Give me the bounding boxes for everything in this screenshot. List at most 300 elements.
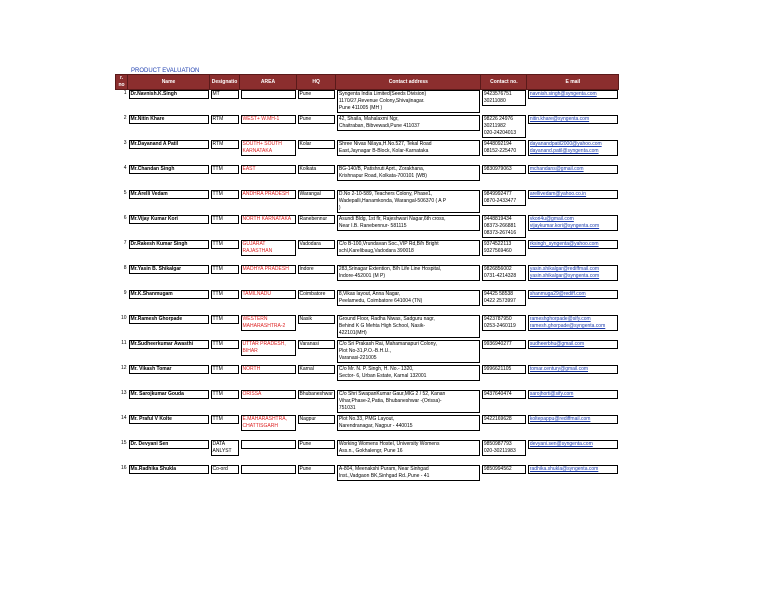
row-number-cell bbox=[116, 115, 128, 140]
hq-label: Indore bbox=[298, 265, 335, 274]
contact-cell bbox=[481, 90, 527, 116]
row-number-cell bbox=[116, 190, 128, 215]
person-name: Mr.Dayanand A Patil bbox=[129, 140, 209, 149]
designation: DATA ANLYST bbox=[211, 440, 239, 456]
address-cell bbox=[336, 265, 481, 290]
row-number-cell bbox=[116, 365, 128, 390]
row-number: 11 bbox=[121, 340, 127, 346]
address-line: Peelamedu, Coimbatore 641004 (TN) bbox=[338, 298, 423, 304]
address-line: Shree Nivas Nilaya,H.No.527, Tekal Road bbox=[338, 141, 432, 147]
designation: RTM bbox=[211, 140, 239, 149]
row-number-cell bbox=[116, 140, 128, 165]
contact-cell bbox=[481, 390, 527, 415]
address-line: Chaitraban, Bibvewadi,Pune 411037 bbox=[338, 123, 420, 129]
address-line: Sector- 6, Urban Estate, Karnal 132001 bbox=[338, 373, 427, 379]
hq-label: Kolkata bbox=[298, 165, 335, 174]
phone-number: 9850994562 bbox=[483, 466, 512, 472]
email-cell bbox=[527, 115, 619, 140]
contact-cell bbox=[481, 265, 527, 290]
email-cell bbox=[527, 390, 619, 415]
address-line: schl,Karelibaug,Vadodara 390018 bbox=[338, 248, 414, 254]
email-link[interactable]: devyani.sen@syngenta.com bbox=[529, 441, 593, 447]
hq-label: Warangal bbox=[298, 190, 335, 199]
row-number-cell bbox=[116, 465, 128, 490]
area-label: WEST+ W.MH-1 bbox=[241, 115, 296, 124]
row-number-cell bbox=[116, 240, 128, 265]
hq-label: Karnal bbox=[298, 365, 335, 374]
area-label: MADHYA PRADESH bbox=[241, 265, 296, 274]
designation-cell bbox=[210, 465, 240, 490]
phone-number: 08373-266881 bbox=[483, 223, 517, 229]
area-cell bbox=[240, 215, 297, 240]
contact-cell bbox=[481, 440, 527, 465]
area-label: ORISSA bbox=[241, 390, 296, 399]
email-cell bbox=[527, 290, 619, 315]
header-row bbox=[116, 75, 619, 90]
name-cell bbox=[128, 115, 210, 140]
hq-label: Pune bbox=[298, 115, 335, 124]
address-line: C/o B-100,Vrundavan Soc.,VIP Rd,B/h Bright bbox=[338, 241, 439, 247]
email-cell bbox=[527, 215, 619, 240]
email-cell bbox=[527, 315, 619, 340]
row-number: 9 bbox=[123, 290, 127, 296]
address-cell bbox=[336, 440, 481, 465]
email-cell bbox=[527, 165, 619, 190]
address-line: Vihar,Phase-2,Patia, Bhubaneshwar -(Orissa)- bbox=[338, 398, 442, 404]
table-row bbox=[116, 315, 619, 340]
row-number: 8 bbox=[123, 265, 127, 271]
email-cell bbox=[527, 465, 619, 490]
address-line: Narendranagar, Nagpur - 440015 bbox=[338, 423, 413, 429]
designation-cell bbox=[210, 215, 240, 240]
area-cell bbox=[240, 290, 297, 315]
address-line: 42, Shaila, Mahalaxmi Ngr, bbox=[338, 116, 399, 122]
area-cell bbox=[240, 340, 297, 365]
person-name: Mr.K.Shanmugam bbox=[129, 290, 209, 299]
person-name: Ms.Radhika Shukla bbox=[129, 465, 209, 474]
hq-cell bbox=[297, 390, 336, 415]
email-cell bbox=[527, 240, 619, 265]
address-line: Krishnapur Road, Kolkata-700101 (WB) bbox=[338, 173, 427, 179]
table-row bbox=[116, 90, 619, 116]
designation: TTM bbox=[211, 340, 239, 349]
designation-cell bbox=[210, 340, 240, 365]
area-cell bbox=[240, 365, 297, 390]
address-cell bbox=[336, 340, 481, 365]
hq-label: Ranebennur bbox=[298, 215, 335, 224]
designation: TTM bbox=[211, 365, 239, 374]
email-cell bbox=[527, 415, 619, 440]
table-row bbox=[116, 365, 619, 390]
email-link[interactable]: sudheerbhu@gmail.com bbox=[529, 341, 585, 347]
row-number: 6 bbox=[123, 215, 127, 221]
person-name: Mr.Sudheerkumar Awasthi bbox=[129, 340, 209, 349]
col-header-email: E mail bbox=[527, 75, 619, 90]
row-number: 2 bbox=[123, 115, 127, 121]
area-cell bbox=[240, 140, 297, 165]
row-number-cell bbox=[116, 165, 128, 190]
area-label: E.MAHARASHTRA, CHATTISGARH bbox=[241, 415, 296, 431]
row-number: 7 bbox=[123, 240, 127, 246]
designation-cell bbox=[210, 365, 240, 390]
contacts-table bbox=[115, 74, 619, 490]
address-cell bbox=[336, 215, 481, 240]
address-line: Inst.,Vadgaon BK,Sinhgad Rd.,Pune - 41 bbox=[338, 473, 430, 479]
contact-cell bbox=[481, 215, 527, 240]
row-number-cell bbox=[116, 215, 128, 240]
email-cell bbox=[527, 340, 619, 365]
phone-number: 020-30211983 bbox=[483, 448, 516, 454]
row-number: 3 bbox=[123, 140, 127, 146]
phone-number: 9437640474 bbox=[483, 391, 512, 397]
row-number: 14 bbox=[120, 415, 127, 421]
designation-cell bbox=[210, 290, 240, 315]
hq-cell bbox=[297, 90, 336, 116]
phone-number: 9850987793 bbox=[483, 441, 512, 447]
address-line: C/o Sri Prakash Rai, Mahamanapuri Colony, bbox=[338, 341, 437, 347]
row-number-cell bbox=[116, 290, 128, 315]
name-cell bbox=[128, 90, 210, 116]
designation: TTM bbox=[211, 265, 239, 274]
designation-cell bbox=[210, 415, 240, 440]
phone-number: 9422169628 bbox=[483, 416, 512, 422]
hq-label: Pune bbox=[298, 465, 335, 474]
designation-cell bbox=[210, 265, 240, 290]
designation: RTM bbox=[211, 115, 239, 124]
row-number: 15 bbox=[120, 440, 127, 446]
name-cell bbox=[128, 315, 210, 340]
hq-cell bbox=[297, 140, 336, 165]
address-line: Asundi Bldg, 1st flr, Rajeshwari Nagar,6th cross, bbox=[338, 216, 446, 222]
area-label: NORTH KARNATAKA bbox=[241, 215, 296, 224]
name-cell bbox=[128, 290, 210, 315]
table-row bbox=[116, 465, 619, 490]
row-number-cell bbox=[116, 390, 128, 415]
row-number: 16 bbox=[120, 465, 127, 471]
contact-cell bbox=[481, 140, 527, 165]
designation-cell bbox=[210, 390, 240, 415]
address-cell bbox=[336, 190, 481, 215]
area-label: UTTAR PRADESH, BIHAR bbox=[241, 340, 296, 356]
designation: TTM bbox=[211, 290, 239, 299]
address-cell bbox=[336, 165, 481, 190]
email-link[interactable]: dayanandpatil2000@yahoo.com bbox=[529, 141, 602, 147]
person-name: Mr.Chandan Singh bbox=[129, 165, 209, 174]
email-link[interactable]: sarojhorti@sify.com bbox=[529, 391, 574, 397]
hq-cell bbox=[297, 290, 336, 315]
address-line: East,Jaynagar B-Block, Kolar-Karnataka bbox=[338, 148, 429, 154]
table-row bbox=[116, 390, 619, 415]
address-line: Behind K G Mehta High School, Nasik- bbox=[338, 323, 426, 329]
hq-cell bbox=[297, 315, 336, 340]
person-name: Dr.Rakesh Kumar Singh bbox=[129, 240, 209, 249]
designation-cell bbox=[210, 315, 240, 340]
area-cell bbox=[240, 90, 297, 116]
address-line: ) bbox=[338, 205, 341, 211]
hq-label: Nagpur bbox=[298, 415, 335, 424]
table-row bbox=[116, 440, 619, 465]
area-label: NORTH bbox=[241, 365, 296, 374]
designation: TTM bbox=[211, 190, 239, 199]
table-row bbox=[116, 240, 619, 265]
designation-cell bbox=[210, 440, 240, 465]
area-cell bbox=[240, 240, 297, 265]
area-cell bbox=[240, 415, 297, 440]
address-line: 751031 bbox=[338, 405, 356, 411]
address-line: 422101(MH) bbox=[338, 330, 367, 336]
hq-label: Pune bbox=[298, 90, 335, 99]
address-line: C/o Mr. N. P. Singh, H. No.- 1320, bbox=[338, 366, 414, 372]
phone-number: 08152-225470 bbox=[483, 148, 517, 154]
designation-cell bbox=[210, 115, 240, 140]
phone-number: 9374522113 bbox=[483, 241, 512, 247]
phone-number: 08373-267416 bbox=[483, 230, 517, 236]
col-header-designation: Designatio bbox=[210, 75, 240, 90]
area-label: GUJARAT RAJASTHAN bbox=[241, 240, 296, 256]
address-line: 1170/27,Revenue Colony,Shivajinagar. bbox=[338, 98, 425, 104]
email-cell bbox=[527, 190, 619, 215]
name-cell bbox=[128, 415, 210, 440]
person-name: Mr.Yasin B. Shikalgar bbox=[129, 265, 209, 274]
designation: TTM bbox=[211, 415, 239, 424]
address-line: 8,Vikas layout, Anna Nagar, bbox=[338, 291, 401, 297]
area-label: WESTERN MAHARASHTRA-2 bbox=[241, 315, 296, 331]
address-line: 283,Srinagar Extention, B/h Life Line Hospital, bbox=[338, 266, 442, 272]
contact-cell bbox=[481, 165, 527, 190]
phone-number: 94425 58538 bbox=[483, 291, 514, 297]
table-row bbox=[116, 215, 619, 240]
area-label: TAMILNADU bbox=[241, 290, 296, 299]
address-cell bbox=[336, 240, 481, 265]
phone-number: 020-24204013 bbox=[483, 130, 517, 136]
row-number: 13 bbox=[120, 390, 127, 396]
name-cell bbox=[128, 140, 210, 165]
area-label: ANDHRA PRADESH bbox=[241, 190, 296, 199]
phone-number: 0253-2460119 bbox=[483, 323, 516, 329]
name-cell bbox=[128, 240, 210, 265]
email-link[interactable]: dayanand.patil@syngenta.com bbox=[529, 148, 599, 154]
row-number-cell bbox=[116, 415, 128, 440]
person-name: Mr.Ramesh Ghorpade bbox=[129, 315, 209, 324]
hq-cell bbox=[297, 265, 336, 290]
row-number-cell bbox=[116, 90, 128, 116]
email-link[interactable]: ramesh.ghorpade@syngenta.com bbox=[529, 323, 606, 329]
table-row bbox=[116, 165, 619, 190]
phone-number: 9996621105 bbox=[483, 366, 512, 372]
col-header-hq: HQ bbox=[297, 75, 336, 90]
person-name: Dr.Navnish.K.Singh bbox=[129, 90, 209, 99]
person-name: Mr. Vikash Tomar bbox=[129, 365, 209, 374]
designation: TTM bbox=[211, 165, 239, 174]
email-link[interactable]: radhika.shukla@syngenta.com bbox=[529, 466, 599, 472]
area-cell bbox=[240, 265, 297, 290]
phone-number: 9826856002 bbox=[483, 266, 512, 272]
name-cell bbox=[128, 165, 210, 190]
designation: TTM bbox=[211, 315, 239, 324]
contact-cell bbox=[481, 365, 527, 390]
phone-number: 0422 2573997 bbox=[483, 298, 516, 304]
address-line: D.No 2-10-589, Teachers Colony, Phase1, bbox=[338, 191, 433, 197]
col-header-name: Name bbox=[128, 75, 210, 90]
area-label bbox=[241, 90, 296, 99]
hq-cell bbox=[297, 215, 336, 240]
name-cell bbox=[128, 265, 210, 290]
email-cell bbox=[527, 90, 619, 116]
person-name: Mr.Vijay Kumar Kori bbox=[129, 215, 209, 224]
address-line: Varanasi-221005 bbox=[338, 355, 377, 361]
hq-label: Kolar bbox=[298, 140, 335, 149]
phone-number: 9448819434 bbox=[483, 216, 512, 222]
hq-cell bbox=[297, 115, 336, 140]
address-cell bbox=[336, 465, 481, 490]
table-row bbox=[116, 140, 619, 165]
col-header-no: r. no bbox=[116, 75, 128, 90]
hq-cell bbox=[297, 415, 336, 440]
hq-label: Pune bbox=[298, 440, 335, 449]
area-cell bbox=[240, 390, 297, 415]
address-cell bbox=[336, 115, 481, 140]
contact-cell bbox=[481, 465, 527, 490]
email-link[interactable]: rameshghorpade@sify.com bbox=[529, 316, 591, 322]
area-cell bbox=[240, 190, 297, 215]
row-number: 1 bbox=[123, 90, 127, 96]
address-cell bbox=[336, 140, 481, 165]
email-link[interactable]: vkori4u@gmail.com bbox=[529, 216, 574, 222]
designation: TTM bbox=[211, 240, 239, 249]
address-line: C/o Shri SwapanKumar Gaur,MIG 2 / 52, Kanan bbox=[338, 391, 446, 397]
table-row bbox=[116, 265, 619, 290]
name-cell bbox=[128, 365, 210, 390]
address-cell bbox=[336, 390, 481, 415]
email-cell bbox=[527, 365, 619, 390]
row-number: 4 bbox=[123, 165, 127, 171]
address-line: Plot No.33, PMG Layout, bbox=[338, 416, 395, 422]
name-cell bbox=[128, 340, 210, 365]
name-cell bbox=[128, 440, 210, 465]
phone-number: 30211982 bbox=[483, 123, 506, 129]
contact-cell bbox=[481, 315, 527, 340]
hq-label: Vadodara bbox=[298, 240, 335, 249]
hq-cell bbox=[297, 240, 336, 265]
name-cell bbox=[128, 190, 210, 215]
designation-cell bbox=[210, 90, 240, 116]
hq-cell bbox=[297, 440, 336, 465]
phone-number: 30211080 bbox=[483, 98, 506, 104]
address-line: Working Womens Hostel, University Womens bbox=[338, 441, 440, 447]
contact-cell bbox=[481, 415, 527, 440]
address-cell bbox=[336, 415, 481, 440]
address-cell bbox=[336, 90, 481, 116]
phone-number: 98226 24976 bbox=[483, 116, 514, 122]
address-line: BG-140/B, Patishruti Aprt., Zorakhana, bbox=[338, 166, 425, 172]
area-cell bbox=[240, 165, 297, 190]
area-label: EAST bbox=[241, 165, 296, 174]
email-link[interactable]: vijaykumar.kori@syngenta.com bbox=[529, 223, 600, 229]
contact-cell bbox=[481, 290, 527, 315]
hq-cell bbox=[297, 365, 336, 390]
col-header-area: AREA bbox=[240, 75, 297, 90]
area-cell bbox=[240, 315, 297, 340]
row-number-cell bbox=[116, 440, 128, 465]
phone-number: 9423787950 bbox=[483, 316, 512, 322]
address-line: Wadepalli,Hanamkonda, Warangal-506370 ( A P bbox=[338, 198, 447, 204]
person-name: Mr. Praful V Kolte bbox=[129, 415, 209, 424]
phone-number: 9423576751 bbox=[483, 91, 512, 97]
email-link[interactable]: navnish.singh@syngenta.com bbox=[529, 91, 597, 97]
email-link[interactable]: shanmuga29@rediff.com bbox=[529, 291, 586, 297]
sheet-title: PRODUCT EVALUATION bbox=[131, 68, 200, 74]
hq-label: Varanasi bbox=[298, 340, 335, 349]
col-header-contact: Contact no. bbox=[481, 75, 527, 90]
person-name: Dr. Devyani Sen bbox=[129, 440, 209, 449]
email-cell bbox=[527, 265, 619, 290]
table-row bbox=[116, 415, 619, 440]
address-line: Ass.n., Gokhalengr, Pune 16 bbox=[338, 448, 403, 454]
contact-cell bbox=[481, 340, 527, 365]
email-link[interactable]: arellivedam@yahoo.co.in bbox=[529, 191, 587, 197]
address-cell bbox=[336, 290, 481, 315]
row-number-cell bbox=[116, 340, 128, 365]
email-link[interactable]: yasin.shikalgar@rediffmail.com bbox=[529, 266, 600, 272]
email-link[interactable]: nitin.khare@syngenta.com bbox=[529, 116, 590, 122]
designation: MT bbox=[211, 90, 239, 99]
email-link[interactable]: tomar.century@gmail.com bbox=[529, 366, 589, 372]
address-line: Near I.B. Ranebennur- 581115 bbox=[338, 223, 407, 229]
hq-label: Coimbatore bbox=[298, 290, 335, 299]
phone-number: 9327569460 bbox=[483, 248, 512, 254]
contact-cell bbox=[481, 115, 527, 140]
row-number: 12 bbox=[120, 365, 127, 371]
designation: TTM bbox=[211, 390, 239, 399]
designation-cell bbox=[210, 190, 240, 215]
address-line: Indore-452001 (M P) bbox=[338, 273, 385, 279]
contact-cell bbox=[481, 240, 527, 265]
table-row bbox=[116, 290, 619, 315]
designation: Co-ord bbox=[211, 465, 239, 474]
address-cell bbox=[336, 365, 481, 390]
name-cell bbox=[128, 390, 210, 415]
row-number-cell bbox=[116, 265, 128, 290]
area-label bbox=[241, 440, 296, 449]
designation-cell bbox=[210, 140, 240, 165]
email-link[interactable]: rksingh_syngenta@yahoo.com bbox=[529, 241, 599, 247]
address-line: Plot No-31,P.O.-B.H.U., bbox=[338, 348, 392, 354]
area-cell bbox=[240, 440, 297, 465]
phone-number: 0731-4214328 bbox=[483, 273, 517, 279]
address-line: Syngenta India Limited(Seeds Division) bbox=[338, 91, 427, 97]
name-cell bbox=[128, 465, 210, 490]
hq-cell bbox=[297, 165, 336, 190]
area-label: SOUTH+ SOUTH KARNATAKA bbox=[241, 140, 296, 156]
email-link[interactable]: mchandans@gmail.com bbox=[529, 166, 584, 172]
email-link[interactable]: koltepappu@rediffmail.com bbox=[529, 416, 591, 422]
designation-cell bbox=[210, 240, 240, 265]
area-label bbox=[241, 465, 296, 474]
table-row bbox=[116, 340, 619, 365]
email-cell bbox=[527, 440, 619, 465]
name-cell bbox=[128, 215, 210, 240]
row-number-cell bbox=[116, 315, 128, 340]
email-link[interactable]: yasin.shikalgar@syngenta.com bbox=[529, 273, 600, 279]
hq-cell bbox=[297, 190, 336, 215]
hq-label: Bhubaneshwar bbox=[299, 391, 333, 397]
person-name: Mr.Nitin Khare bbox=[129, 115, 209, 124]
phone-number: 9830979063 bbox=[483, 166, 512, 172]
col-header-address: Contact address bbox=[336, 75, 481, 90]
contact-cell bbox=[481, 190, 527, 215]
person-name: Mr. Sarojkumar Gouda bbox=[129, 390, 209, 399]
address-line: Ground Floor, Radha Niwas, Sadguru nagr, bbox=[338, 316, 435, 322]
